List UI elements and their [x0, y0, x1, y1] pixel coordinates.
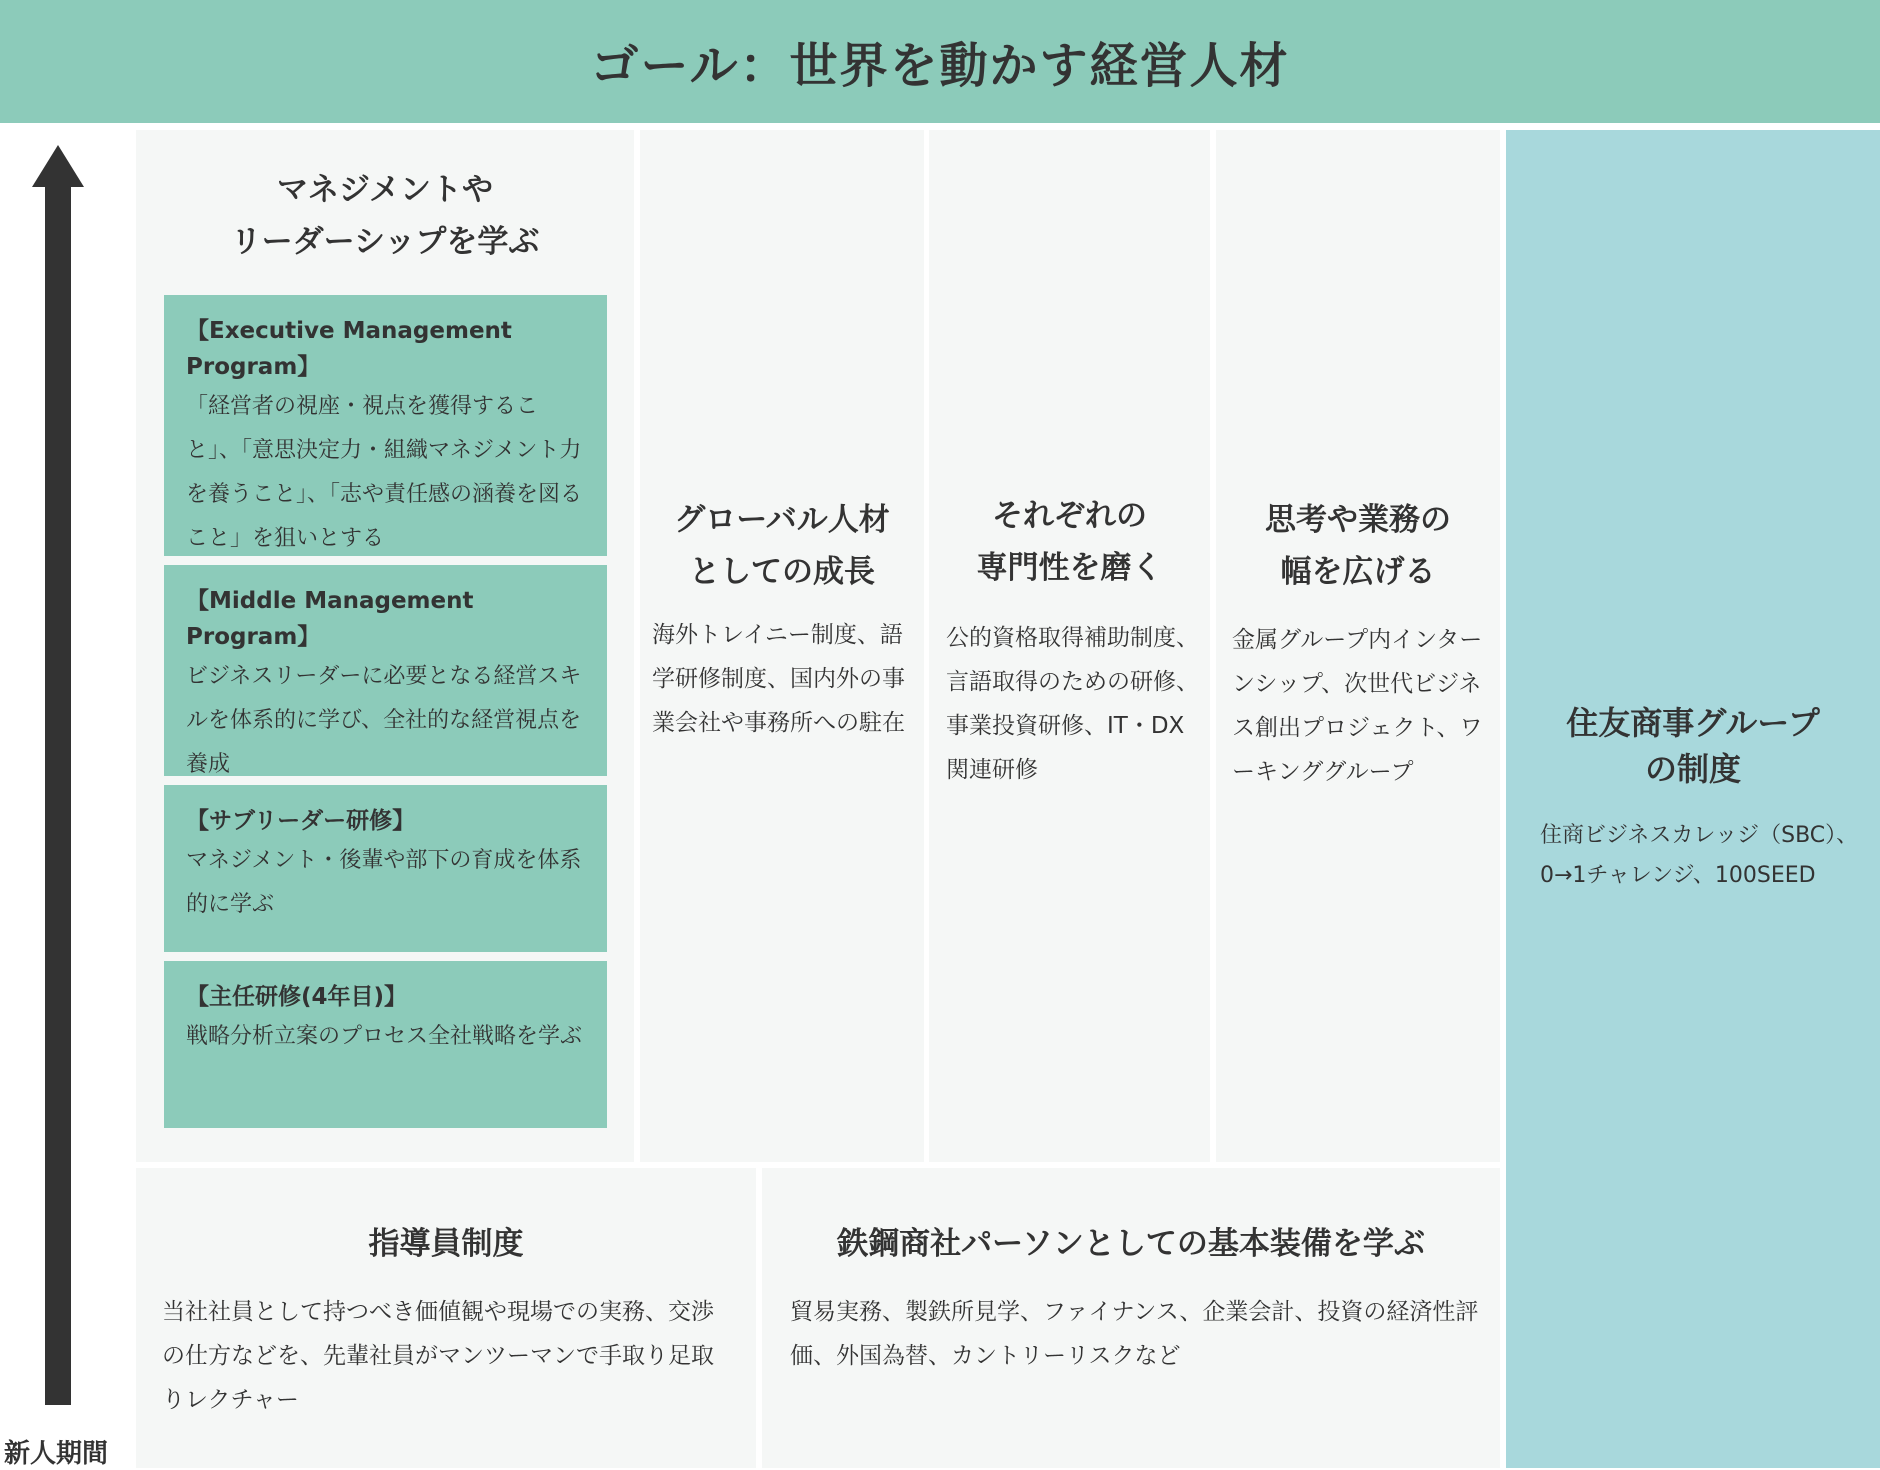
management-heading-line2: リーダーシップを学ぶ	[230, 224, 540, 260]
sc-group-heading	[1506, 700, 1880, 792]
arrow-start-label: 新人期間	[4, 1439, 109, 1469]
program-title: 【サブリーダー研修】	[186, 808, 416, 834]
expertise-heading	[929, 490, 1210, 594]
expertise-description: 公的資格取得補助制度、言語取得のための研修、事業投資研修、IT・DX関連研修	[946, 625, 1199, 783]
sc-group-description: 住商ビジネスカレッジ（SBC）、0→1チャレンジ、100SEED	[1540, 823, 1859, 888]
program-card	[164, 961, 607, 1128]
management-heading	[136, 164, 634, 268]
breadth-heading-line2: 幅を広げる	[1280, 554, 1436, 590]
program-title: 【Executive Management Program】	[186, 318, 512, 380]
program-description: ビジネスリーダーに必要となる経営スキルを体系的に学び、全社的な経営視点を養成	[186, 664, 582, 777]
program-card	[164, 295, 607, 556]
global-heading-line2: としての成長	[689, 554, 875, 590]
global-heading-line1: グローバル人材	[674, 502, 890, 538]
sc-group-heading-line2: の制度	[1644, 750, 1741, 788]
instructor-heading: 指導員制度	[368, 1226, 524, 1262]
program-title: 【Middle Management Program】	[186, 588, 474, 650]
goal-header	[0, 0, 1880, 123]
basic-skills-heading: 鉄鋼商社パーソンとしての基本装備を学ぶ	[837, 1226, 1425, 1262]
breadth-heading	[1216, 494, 1500, 598]
breadth-heading-line1: 思考や業務の	[1265, 502, 1451, 538]
program-title: 【主任研修(4年目)】	[186, 984, 408, 1010]
breadth-description: 金属グループ内インターンシップ、次世代ビジネス創出プロジェクト、ワーキンググループ	[1232, 627, 1483, 785]
management-heading-line1: マネジメントや	[276, 172, 494, 208]
goal-title: ゴール：世界を動かす経営人材	[590, 38, 1290, 94]
basic-skills-description: 貿易実務、製鉄所見学、ファイナンス、企業会計、投資の経済性評価、外国為替、カントリーリスクなど	[790, 1299, 1479, 1369]
program-description: マネジメント・後輩や部下の育成を体系的に学ぶ	[186, 848, 582, 917]
sc-group-panel	[1506, 130, 1880, 1468]
up-arrow-shaft	[45, 180, 71, 1405]
expertise-heading-line2: 専門性を磨く	[976, 550, 1163, 586]
program-description: 戦略分析立案のプロセス全社戦略を学ぶ	[186, 1024, 583, 1049]
global-description: 海外トレイニー制度、語学研修制度、国内外の事業会社や事務所への駐在	[652, 622, 905, 736]
expertise-heading-line1: それぞれの	[992, 498, 1147, 534]
global-heading	[640, 494, 924, 598]
program-card	[164, 785, 607, 952]
sc-group-heading-line1: 住友商事グループ	[1566, 704, 1820, 742]
program-description: 「経営者の視座・視点を獲得すること」、「意思決定力・組織マネジメント力を養うこと」、「志や責任感の涵養を図ること」を狙いとする	[186, 394, 583, 551]
program-card	[164, 565, 607, 776]
instructor-description: 当社社員として持つべき価値観や現場での実務、交渉の仕方などを、先輩社員がマンツーマンで手取り足取りレクチャー	[162, 1299, 714, 1413]
